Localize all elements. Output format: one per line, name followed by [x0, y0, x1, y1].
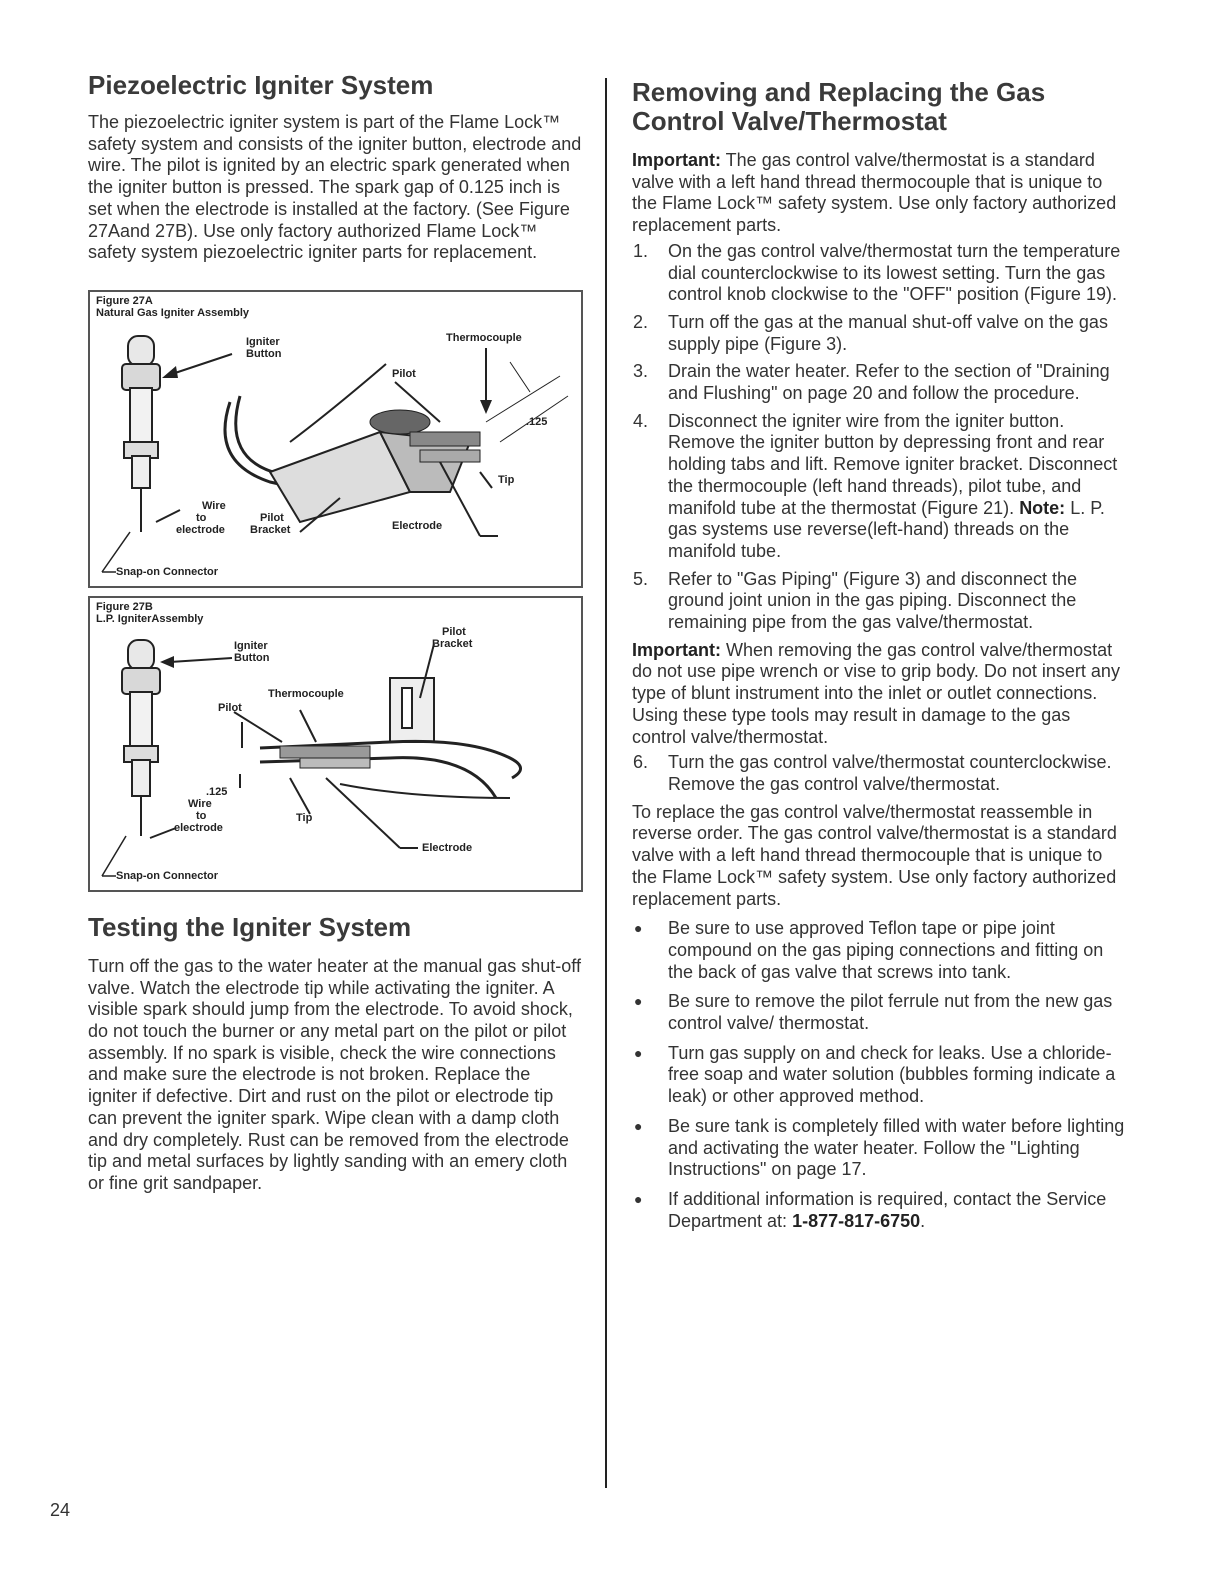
label-b-to: to [196, 809, 207, 822]
step-number: 3. [633, 361, 649, 382]
label-igniter: Igniter [246, 335, 280, 348]
step-number: 6. [633, 752, 649, 773]
label-tip: Tip [498, 473, 515, 486]
bullet-text: Be sure tank is completely filled with water before lighting and activating the water heater. Follow the "Lighting Instructions" on page 17. [668, 1115, 1125, 1180]
important-label-1: Important: [632, 150, 721, 170]
label-gap: .125 [526, 415, 548, 428]
step-text: Turn the gas control valve/thermostat counterclockwise. Remove the gas control valve/thermostat. [668, 752, 1112, 794]
list-item [632, 241, 1127, 306]
label-electrode-small: electrode [176, 523, 225, 536]
column-divider [605, 78, 607, 1488]
label-b-electrode-small: electrode [174, 821, 223, 834]
section-title-igniter: Piezoelectric Igniter System [88, 70, 434, 100]
list-item [632, 752, 1127, 795]
note-label: Note: [1019, 497, 1066, 518]
step-number: 1. [633, 240, 649, 261]
list-item [632, 1116, 1127, 1181]
label-snap-connector: Snap-on Connector [116, 565, 219, 578]
section-title-testing: Testing the Igniter System [88, 911, 412, 942]
step-text: Refer to "Gas Piping" (Figure 3) and disconnect the ground joint union in the gas piping. Disconnect the remaining pipe from the gas valve/thermostat. [668, 568, 1077, 633]
removal-steps-list-2 [632, 752, 1127, 795]
step-number: 2. [633, 311, 649, 332]
label-electrode: Electrode [392, 519, 443, 532]
replace-paragraph: To replace the gas control valve/thermostat reassemble in reverse order. The gas control valve/thermostat is a standard valve with a left hand thread thermocouple that is unique to the Flame Lock™ safety system. Use only factory authorized replacement parts. [632, 801, 1117, 909]
label-pilot-bracket-1: Pilot [260, 511, 284, 524]
igniter-intro-paragraph: The piezoelectric igniter system is part of the Flame Lock™ safety system and consists of the igniter button, electrode and wire. The pilot is ignited by an electric spark generated when the igniter button is pressed. The spark gap of 0.125 inch is set when the electrode is installed at the factory. (See Figure 27Aand 27B). Use only factory authorized Flame Lock™ safety system piezoelectric igniter parts for replacement. [88, 112, 582, 263]
figure-27a-number: Figure 27A [96, 294, 153, 307]
step-text: Disconnect the igniter wire from the igniter button. Remove the igniter button by depressing front and rear holding tabs and lift. Remove igniter bracket. Disconnect the thermocouple (left hand threads), pilot tube, and manifold tube at the thermostat (Figure 21). [668, 410, 1118, 518]
list-item [632, 918, 1127, 983]
figure-27a-caption [96, 295, 249, 319]
step-number: 5. [633, 568, 649, 589]
figure-27a [88, 290, 583, 588]
label-b-pilot-top: Pilot [442, 625, 466, 638]
bullet-end: . [920, 1210, 926, 1231]
figure-27a-subtitle: Natural Gas Igniter Assembly [96, 306, 250, 319]
label-pilot: Pilot [392, 367, 416, 380]
note-text: L. P. gas systems use reverse(left-hand) threads on the manifold tube. [668, 497, 1105, 561]
list-item [632, 312, 1127, 355]
label-b-electrode: Electrode [422, 841, 473, 854]
testing-paragraph: Turn off the gas to the water heater at the manual gas shut-off valve. Watch the electrode tip while activating the igniter. A visible spark should jump from the electrode. To avoid shock, do not touch the burner or any metal part on the pilot or pilot assembly. If no spark is visible, check the wire connections and make sure the electrode is not broken. Replace the igniter if defective. Dirt and rust on the pilot or electrode tip can prevent the igniter spark. Wipe clean with a damp cloth and dry completely. Rust can be removed from the electrode tip and metal surfaces by lightly sanding with an emery cloth or fine grit sandpaper. [88, 955, 581, 1193]
step-number: 4. [633, 410, 649, 431]
bullet-icon: ● [634, 993, 643, 1010]
section-title-gas-control: Removing and Replacing the Gas Control Valve/Thermostat [632, 77, 1046, 136]
page-number: 24 [50, 1500, 71, 1520]
label-b-tip: Tip [296, 811, 313, 824]
list-item [632, 991, 1127, 1034]
step-text: Drain the water heater. Refer to the section of "Draining and Flushing" on page 20 and follow the procedure. [668, 361, 1110, 404]
list-item [632, 361, 1127, 404]
label-b-snap-connector: Snap-on Connector [116, 869, 219, 882]
important-note-2 [632, 640, 1127, 749]
label-b-gap: .125 [206, 785, 228, 798]
label-b-thermocouple: Thermocouple [268, 687, 344, 700]
bullet-icon: ● [634, 1190, 643, 1207]
list-item [632, 1189, 1127, 1232]
bullet-list [632, 918, 1127, 1232]
bullet-icon: ● [634, 1117, 643, 1134]
label-b-igniter: Igniter [234, 639, 268, 652]
figure-27b-caption [96, 601, 203, 625]
bullet-text: Be sure to use approved Teflon tape or pipe joint compound on the gas piping connections and fitting on the back of gas valve that screws into tank. [668, 918, 1104, 982]
bullet-text: If additional information is required, contact the Service Department at: [668, 1188, 1107, 1231]
label-wire: Wire [202, 499, 226, 512]
list-item [632, 1043, 1127, 1108]
figure-27b-subtitle: L.P. IgniterAssembly [96, 612, 204, 625]
figure-27b-drawing [90, 598, 581, 886]
label-b-pilot: Pilot [218, 701, 242, 714]
label-pilot-bracket-2: Bracket [250, 523, 291, 536]
list-item [632, 411, 1127, 563]
important-text-1: The gas control valve/thermostat is a standard valve with a left hand thread thermocouple that is unique to the Flame Lock™ safety system. Use only factory authorized replacement parts. [632, 150, 1117, 236]
label-to: to [196, 511, 207, 524]
step-text: On the gas control valve/thermostat turn the temperature dial counterclockwise to its lowest setting. Turn the gas control knob clockwise to the "OFF" position (Figure 19). [668, 240, 1121, 305]
bullet-text: Be sure to remove the pilot ferrule nut from the new gas control valve/ thermostat. [668, 991, 1113, 1034]
bullet-icon: ● [634, 1044, 643, 1061]
bullet-text: Turn gas supply on and check for leaks. Use a chloride-free soap and water solution (bubbles forming indicate a leak) or other approved method. [668, 1042, 1116, 1107]
label-button: Button [246, 347, 282, 360]
step-text: Turn off the gas at the manual shut-off valve on the gas supply pipe (Figure 3). [668, 311, 1108, 354]
phone-number: 1-877-817-6750 [792, 1210, 921, 1231]
label-b-wire: Wire [188, 797, 212, 810]
label-thermocouple: Thermocouple [446, 331, 522, 344]
important-label-2: Important: [632, 639, 721, 660]
list-item [632, 569, 1127, 634]
label-b-button: Button [234, 651, 270, 664]
figure-27b [88, 596, 583, 892]
bullet-icon: ● [634, 920, 643, 937]
important-note-1 [632, 150, 1127, 237]
removal-steps-list [632, 241, 1127, 634]
right-column [632, 78, 1127, 1240]
figure-27b-number: Figure 27B [96, 600, 153, 613]
left-column [88, 70, 583, 1195]
label-b-bracket: Bracket [432, 637, 473, 650]
important-text-2: When removing the gas control valve/thermostat do not use pipe wrench or vise to grip body. Do not insert any type of blunt instrument into the inlet or outlet connections. Using these type tools may result in damage to the gas control valve/thermostat. [632, 639, 1120, 747]
